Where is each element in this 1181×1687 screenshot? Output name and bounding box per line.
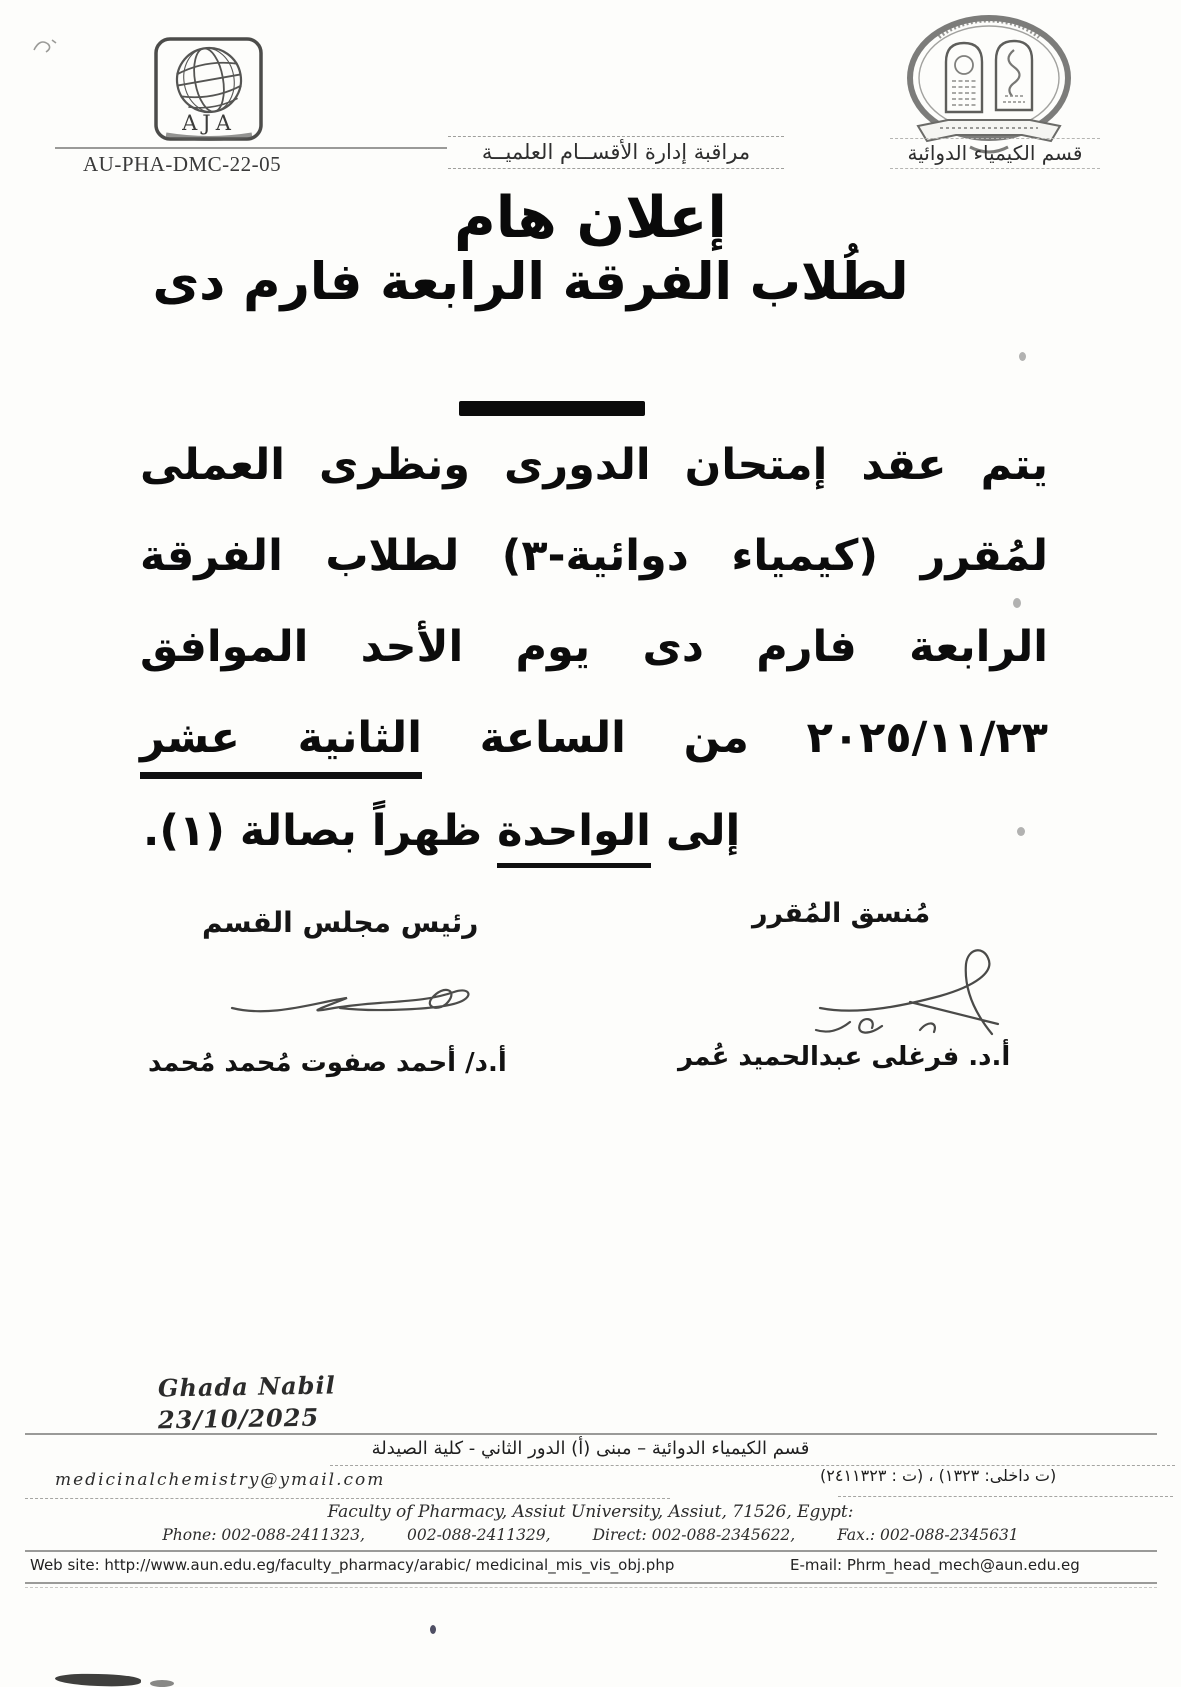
scan-speck [1017,827,1025,836]
footer-phone-row [0,1526,1181,1544]
footer-rule-top [25,1433,1157,1435]
end-time-underlined: الواحدة [497,806,651,868]
announcement-title-line2: لطُلاب الفرقة الرابعة فارم دى [152,253,909,312]
footer-phones-arabic: (ت داخلى: ١٣٢٣) ، (ت : ٢٤١١٣٢٣) [820,1466,1057,1485]
scan-smudge [55,1673,141,1687]
aja-certification-logo-icon [152,36,266,144]
handwritten-name: Ghada Nabil [157,1370,336,1403]
header-department-title: قسم الكيمياء الدوائية [890,138,1100,169]
document-code: AU-PHA-DMC-22-05 [83,152,282,176]
header-center-title: مراقبة إدارة الأقســام العلميــة [448,136,784,169]
body-line5-rest: ظهراً بصالة (١). [143,806,483,856]
body-line4-middle: من الساعة [479,713,749,763]
body-line5-prefix: إلى [665,806,741,856]
body-line-1: يتم عقد إمتحان الدورى ونظرى العملى [140,440,1048,490]
footer-fax: Fax.: 002-088-2345631 [837,1526,1019,1544]
footer-address-arabic: قسم الكيمياء الدوائية – مبنى (أ) الدور الثاني - كلية الصيدلة [371,1438,810,1459]
announcement-title-line1: إعلان هام [454,185,727,251]
handwritten-date: 23/10/2025 [157,1402,320,1435]
footer-rule-bottom [25,1582,1157,1584]
start-time-underlined: الثانية عشر [140,713,422,779]
body-line-5 [143,806,740,856]
scan-speck [1019,352,1026,361]
header-rule-left [55,147,447,149]
scan-smudge [150,1680,174,1687]
footer-email-right: E-mail: Phrm_head_mech@aun.edu.eg [790,1556,1080,1574]
footer-phone-1: Phone: 002-088-2411323, [162,1526,365,1544]
department-head-signature [222,962,492,1032]
department-head-name: أ.د/ أحمد صفوت مُحمد مُحمد [148,1048,507,1078]
exam-date: ٢٠٢٥/١١/٢٣ [806,713,1048,763]
body-line-3: الرابعة فارم دى يوم الأحد الموافق [140,622,1048,672]
footer-website: Web site: http://www.aun.edu.eg/faculty_pharmacy/arabic/ medicinal_mis_vis_obj.php [30,1556,675,1574]
pencil-mark-artifact [30,34,64,60]
aja-logo-text: AJA [182,111,236,135]
title-divider-bar [459,401,645,416]
coordinator-role-label: مُنسق المُقرر [752,898,931,929]
scan-speck [430,1625,436,1634]
scan-speck [1013,598,1021,608]
footer-dash-rule [838,1496,1173,1497]
body-line-4 [140,713,1048,763]
footer-phone-direct: Direct: 002-088-2345622, [592,1526,796,1544]
body-line-2: لمُقرر (كيمياء دوائية-٣) لطلاب الفرقة [140,531,1048,581]
footer-phone-2: 002-088-2411329, [406,1526,551,1544]
footer-address-english: Faculty of Pharmacy, Assiut University, Assiut, 71526, Egypt: [327,1502,854,1522]
footer-rule-bottom-shadow [25,1587,1157,1588]
footer-rule-middle [25,1550,1157,1552]
footer-email-left: medicinalchemistry@ymail.com [55,1470,386,1490]
coordinator-name: أ.د. فرغلى عبدالحميد عُمر [678,1042,1011,1072]
footer-dash-rule [25,1498,670,1499]
coordinator-signature [790,938,1050,1058]
department-head-role-label: رئيس مجلس القسم [202,906,479,939]
